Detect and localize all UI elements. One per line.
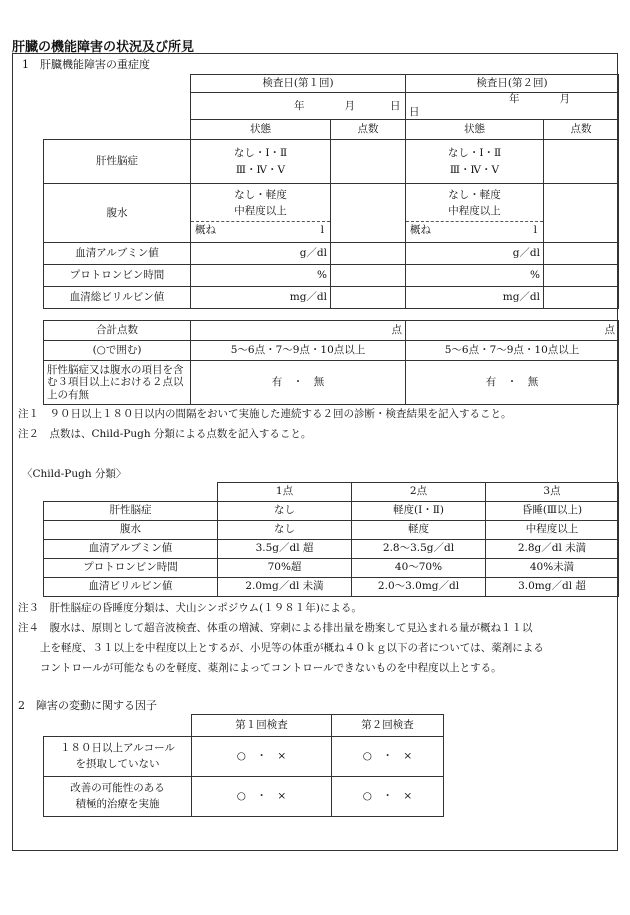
- exam2-yes-no[interactable]: 有 ・ 無: [406, 361, 619, 405]
- exam1-total[interactable]: 点: [191, 321, 406, 341]
- exam1-status-header: 状態: [191, 120, 331, 140]
- cp-cell: 2.8～3.5g／dl: [352, 540, 486, 559]
- exam2-date[interactable]: 年 月日: [406, 93, 619, 120]
- cp-cell: 3.0mg／dl 超: [486, 578, 619, 597]
- exam1-yes-no[interactable]: 有 ・ 無: [191, 361, 406, 405]
- note-4-line1: 注４ 腹水は、原則として超音波検査、体重の増減、穿刺による排出量を勘案して見込まれる量が概ね１１以: [18, 622, 533, 634]
- cp-header-3: 3点: [486, 483, 619, 502]
- blank-corner: [44, 75, 191, 93]
- exam2-treatment-choice[interactable]: ○ ・ ×: [332, 777, 444, 817]
- cp-cell: なし: [218, 502, 352, 521]
- severity-table: [43, 74, 619, 309]
- cp-row-label: 腹水: [44, 521, 218, 540]
- exam1-encephalopathy-points[interactable]: [331, 140, 406, 184]
- exam2-points-header: 点数: [544, 120, 619, 140]
- total-label: 合計点数: [44, 321, 191, 341]
- note-3: 注３ 肝性脳症の昏睡度分類は、犬山シンポジウム(１９８１年)による。: [18, 602, 362, 614]
- factors-col2: 第２回検査: [332, 715, 444, 737]
- cp-row-label: 肝性脳症: [44, 502, 218, 521]
- cp-cell: なし: [218, 521, 352, 540]
- factor-label-treatment: 改善の可能性のある 積極的治療を実施: [44, 777, 192, 817]
- exam2-encephalopathy-status[interactable]: なし・Ⅰ・Ⅱ Ⅲ・Ⅳ・Ⅴ: [406, 140, 544, 184]
- exam2-ascites-points[interactable]: [544, 184, 619, 243]
- note-4-line2: 上を軽度、３１以上を中程度以上とするが、小児等の体重が概ね４０ｋｇ以下の者については、薬剤による: [40, 642, 544, 654]
- cp-cell: 40～70%: [352, 559, 486, 578]
- page-title: 肝臓の機能障害の状況及び所見: [12, 40, 195, 55]
- child-pugh-table: [43, 482, 619, 597]
- factor-label-alcohol: １８０日以上アルコール を摂取していない: [44, 737, 192, 777]
- cp-cell: 2.0～3.0mg／dl: [352, 578, 486, 597]
- exam2-total[interactable]: 点: [406, 321, 619, 341]
- exam2-ascites-status[interactable]: なし・軽度 中程度以上 概ね l: [406, 184, 544, 243]
- child-pugh-label: 〈Child-Pugh 分類〉: [22, 468, 127, 480]
- cp-cell: 2.8g／dl 未満: [486, 540, 619, 559]
- exam2-albumin-points[interactable]: [544, 243, 619, 265]
- cp-cell: 中程度以上: [486, 521, 619, 540]
- exam1-header: 検査日(第１回): [191, 75, 406, 93]
- row-label-ascites: 腹水: [44, 184, 191, 243]
- cp-header-1: 1点: [218, 483, 352, 502]
- cp-row-label: 血清アルブミン値: [44, 540, 218, 559]
- exam1-alcohol-choice[interactable]: ○ ・ ×: [192, 737, 332, 777]
- exam2-encephalopathy-points[interactable]: [544, 140, 619, 184]
- exam2-bilirubin-points[interactable]: [544, 287, 619, 309]
- exam1-treatment-choice[interactable]: ○ ・ ×: [192, 777, 332, 817]
- exam1-albumin-points[interactable]: [331, 243, 406, 265]
- cp-cell: 昏睡(Ⅲ以上): [486, 502, 619, 521]
- row-label-albumin: 血清アルブミン値: [44, 243, 191, 265]
- exam2-status-header: 状態: [406, 120, 544, 140]
- cp-cell: 軽度(Ⅰ・Ⅱ): [352, 502, 486, 521]
- exam1-bilirubin-points[interactable]: [331, 287, 406, 309]
- cp-header-2: 2点: [352, 483, 486, 502]
- exam1-date[interactable]: 年 月 日: [191, 93, 406, 120]
- note-1: 注１ ９０日以上１８０日以内の間隔をおいて実施した連続する２回の診断・検査結果を記入すること。: [18, 408, 512, 420]
- exam2-alcohol-choice[interactable]: ○ ・ ×: [332, 737, 444, 777]
- exam1-range[interactable]: 5～6点・7～9点・10点以上: [191, 341, 406, 361]
- exam1-bilirubin-value[interactable]: mg／dl: [191, 287, 331, 309]
- exam1-albumin-value[interactable]: g／dl: [191, 243, 331, 265]
- total-table: [43, 320, 619, 405]
- three-items-label: 肝性脳症又は腹水の項目を含む３項目以上における２点以上の有無: [44, 361, 191, 405]
- cp-cell: 70%超: [218, 559, 352, 578]
- factors-col1: 第１回検査: [192, 715, 332, 737]
- cp-cell: 3.5g／dl 超: [218, 540, 352, 559]
- exam1-ascites-points[interactable]: [331, 184, 406, 243]
- cp-cell: 軽度: [352, 521, 486, 540]
- exam2-range[interactable]: 5～6点・7～9点・10点以上: [406, 341, 619, 361]
- exam2-albumin-value[interactable]: g／dl: [406, 243, 544, 265]
- row-label-encephalopathy: 肝性脳症: [44, 140, 191, 184]
- exam2-header: 検査日(第２回): [406, 75, 619, 93]
- cp-cell: 2.0mg／dl 未満: [218, 578, 352, 597]
- cp-cell: 40%未満: [486, 559, 619, 578]
- section1-label: 1 肝臓機能障害の重症度: [22, 58, 150, 71]
- circle-label: (○で囲む): [44, 341, 191, 361]
- note-2: 注２ 点数は、Child-Pugh 分類による点数を記入すること。: [18, 428, 312, 440]
- cp-row-label: プロトロンビン時間: [44, 559, 218, 578]
- exam1-points-header: 点数: [331, 120, 406, 140]
- exam2-prothrombin-value[interactable]: %: [406, 265, 544, 287]
- cp-row-label: 血清ビリルビン値: [44, 578, 218, 597]
- exam1-prothrombin-value[interactable]: %: [191, 265, 331, 287]
- row-label-prothrombin: プロトロンビン時間: [44, 265, 191, 287]
- exam1-prothrombin-points[interactable]: [331, 265, 406, 287]
- section2-label: 2 障害の変動に関する因子: [18, 699, 157, 712]
- factors-table: [43, 714, 444, 817]
- note-4-line3: コントロールが可能なものを軽度、薬剤によってコントロールできないものを中程度以上とする。: [40, 662, 502, 674]
- row-label-bilirubin: 血清総ビリルビン値: [44, 287, 191, 309]
- exam1-encephalopathy-status[interactable]: なし・Ⅰ・Ⅱ Ⅲ・Ⅳ・Ⅴ: [191, 140, 331, 184]
- exam1-ascites-status[interactable]: なし・軽度 中程度以上 概ね l: [191, 184, 331, 243]
- exam2-bilirubin-value[interactable]: mg／dl: [406, 287, 544, 309]
- exam2-prothrombin-points[interactable]: [544, 265, 619, 287]
